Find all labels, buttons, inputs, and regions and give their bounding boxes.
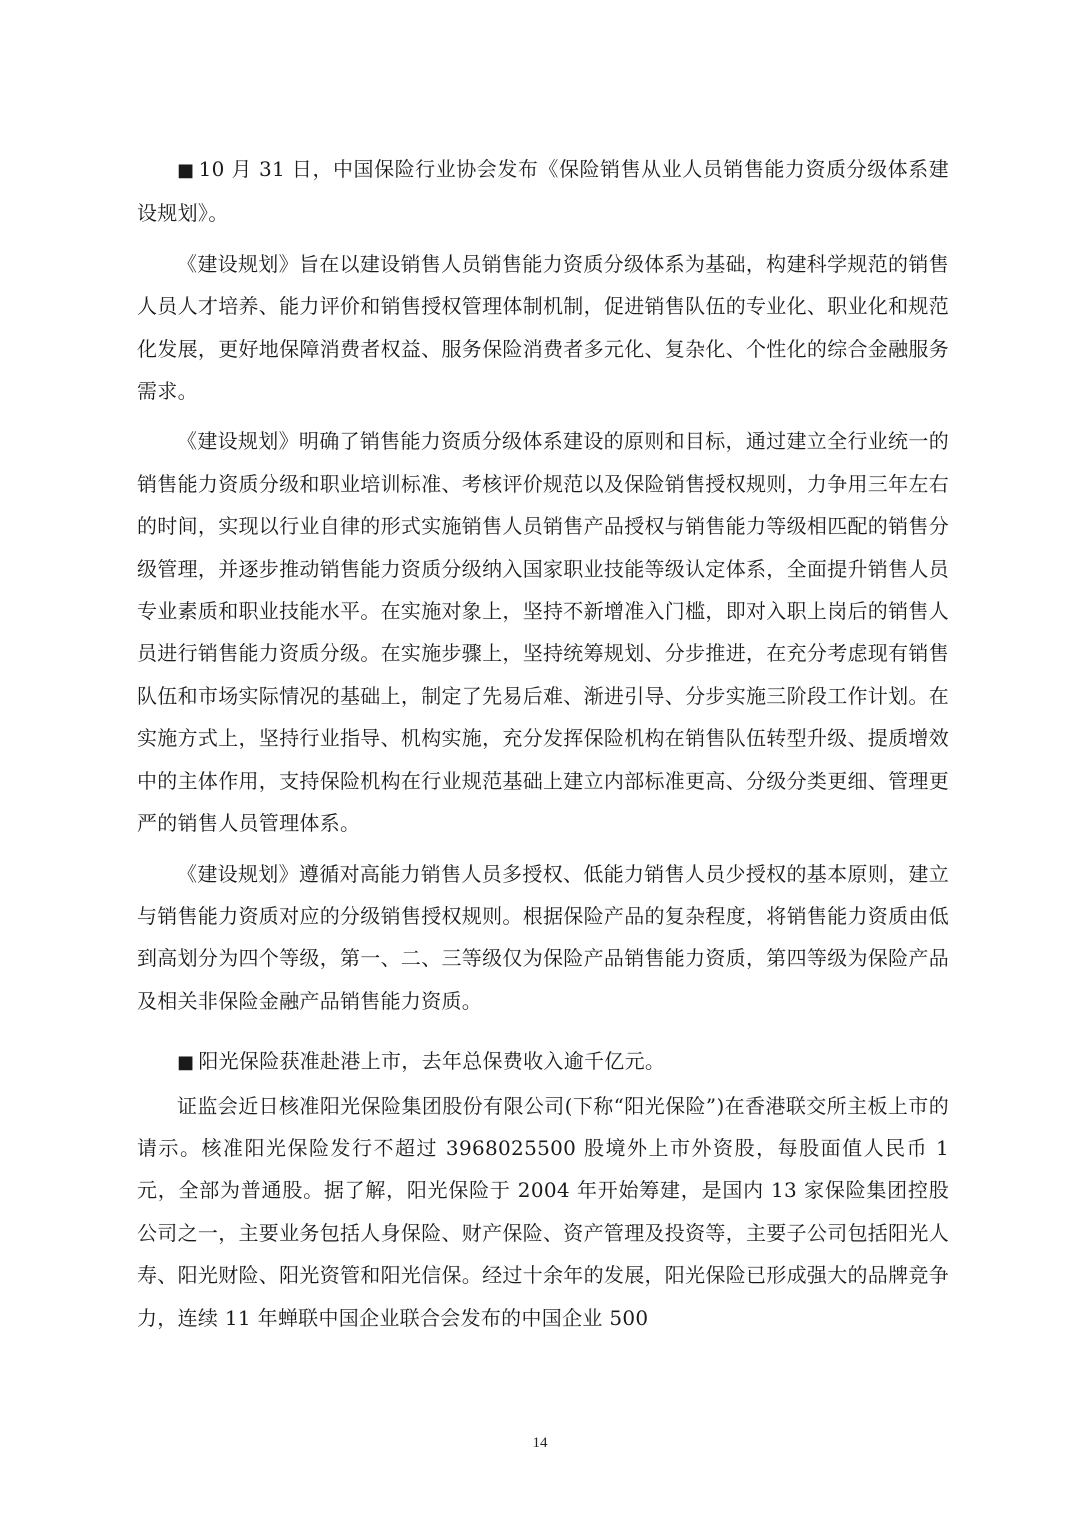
news-headline bbox=[137, 1040, 949, 1084]
square-bullet-icon: ■ bbox=[177, 160, 195, 181]
body-paragraph: 《建设规划》明确了销售能力资质分级体系建设的原则和目标，通过建立全行业统一的销售能力资质分级和职业培训标准、考核评价规范以及保险销售授权规则，力争用三年左右的时间，实现以行业自律的形式实施销售人员销售产品授权与销售能力等级相匹配的销售分级管理，并逐步推动销售能力资质分级纳入国家职业技能等级认定体系，全面提升销售人员专业素质和职业技能水平。在实施对象上，坚持不新增准入门槛，即对入职上岗后的销售人员进行销售能力资质分级。在实施步骤上，坚持统筹规划、分步推进，在充分考虑现有销售队伍和市场实际情况的基础上，制定了先易后难、渐进引导、分步实施三阶段工作计划。在实施方式上，坚持行业指导、机构实施，充分发挥保险机构在销售队伍转型升级、提质增效中的主体作用，支持保险机构在行业规范基础上建立内部标准更高、分级分类更细、管理更严的销售人员管理体系。 bbox=[137, 429, 949, 836]
headline-text: 10 月 31 日，中国保险行业协会发布《保险销售从业人员销售能力资质分级体系建设规划》。 bbox=[137, 157, 949, 226]
headline-text: 阳光保险获准赴港上市，去年总保费收入逾千亿元。 bbox=[198, 1049, 666, 1074]
square-bullet-icon: ■ bbox=[177, 1052, 195, 1074]
news-headline bbox=[137, 148, 949, 235]
document-body bbox=[137, 148, 949, 1339]
news-item-sales-qualification bbox=[137, 148, 949, 1022]
page-number: 14 bbox=[532, 1435, 548, 1451]
news-item-sunshine-insurance bbox=[137, 1040, 949, 1339]
body-paragraph: 《建设规划》旨在以建设销售人员销售能力资质分级体系为基础，构建科学规范的销售人员人才培养、能力评价和销售授权管理体制机制，促进销售队伍的专业化、职业化和规范化发展，更好地保障消费者权益、服务保险消费者多元化、复杂化、个性化的综合金融服务需求。 bbox=[137, 251, 949, 404]
body-paragraph: 证监会近日核准阳光保险集团股份有限公司(下称“阳光保险”)在香港联交所主板上市的请示。核准阳光保险发行不超过 3968025500 股境外上市外资股，每股面值人民币 1 元，全部为普通股。据了解，阳光保险于 2004 年开始筹建，是国内 13 家保险集团控股公司之一，主要业务包括人身保险、财产保险、资产管理及投资等，主要子公司包括阳光人寿、阳光财险、阳光资管和阳光信保。经过十余年的发展，阳光保险已形成强大的品牌竞争力，连续 11 年蝉联中国企业联合会发布的中国企业 500 bbox=[137, 1093, 949, 1330]
body-paragraph: 《建设规划》遵循对高能力销售人员多授权、低能力销售人员少授权的基本原则，建立与销售能力资质对应的分级销售授权规则。根据保险产品的复杂程度，将销售能力资质由低到高划分为四个等级，第一、二、三等级仅为保险产品销售能力资质，第四等级为保险产品及相关非保险金融产品销售能力资质。 bbox=[137, 861, 949, 1013]
